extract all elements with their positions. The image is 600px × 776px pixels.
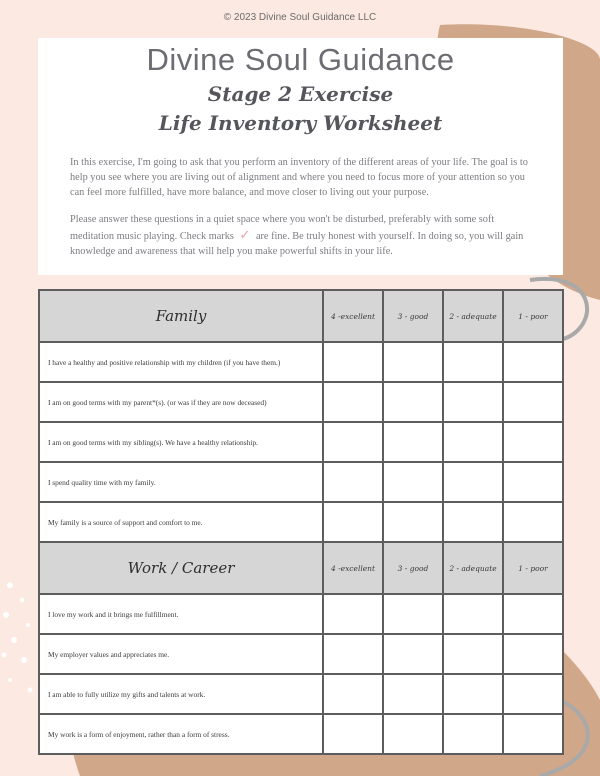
rating-cell[interactable] — [503, 674, 563, 714]
rating-header-good: 3 - good — [383, 542, 443, 594]
rating-cell[interactable] — [443, 422, 503, 462]
question-text: I love my work and it brings me fulfillment. — [39, 594, 323, 634]
rating-cell[interactable] — [383, 342, 443, 382]
rating-cell[interactable] — [503, 714, 563, 754]
table-row — [39, 594, 563, 634]
table-row — [39, 422, 563, 462]
question-text: I am on good terms with my sibling(s). We have a healthy relationship. — [39, 422, 323, 462]
rating-cell[interactable] — [383, 714, 443, 754]
rating-header-excellent: 4 -excellent — [323, 542, 383, 594]
rating-cell[interactable] — [323, 382, 383, 422]
rating-cell[interactable] — [323, 342, 383, 382]
intro-paragraph-2 — [70, 212, 535, 259]
question-text: I am on good terms with my parent*(s). (or was if they are now deceased) — [39, 382, 323, 422]
section-header-family — [39, 290, 563, 342]
white-dots-decoration — [2, 582, 33, 693]
rating-cell[interactable] — [503, 634, 563, 674]
table-row — [39, 634, 563, 674]
copyright-notice: © 2023 Divine Soul Guidance LLC — [223, 12, 377, 23]
rating-header-adequate: 2 - adequate — [443, 290, 503, 342]
rating-cell[interactable] — [383, 634, 443, 674]
rating-cell[interactable] — [443, 342, 503, 382]
rating-cell[interactable] — [503, 594, 563, 634]
table-row — [39, 342, 563, 382]
rating-header-adequate: 2 - adequate — [443, 542, 503, 594]
rating-cell[interactable] — [323, 634, 383, 674]
rating-header-poor: 1 - poor — [503, 290, 563, 342]
rating-cell[interactable] — [383, 502, 443, 542]
brand-title: Divine Soul Guidance — [146, 42, 455, 77]
rating-header-good: 3 - good — [383, 290, 443, 342]
section-title: Work / Career — [39, 542, 323, 594]
stage-title: Stage 2 Exercise — [207, 82, 394, 106]
table-row — [39, 462, 563, 502]
rating-header-poor: 1 - poor — [503, 542, 563, 594]
question-text: My employer values and appreciates me. — [39, 634, 323, 674]
rating-cell[interactable] — [503, 342, 563, 382]
section-header-work-career — [39, 542, 563, 594]
intro-card — [38, 38, 563, 275]
question-text: My family is a source of support and comfort to me. — [39, 502, 323, 542]
question-text: My work is a form of enjoyment, rather than a form of stress. — [39, 714, 323, 754]
rating-cell[interactable] — [503, 382, 563, 422]
checkmark-icon: ✓ — [239, 227, 251, 242]
rating-cell[interactable] — [443, 502, 503, 542]
rating-cell[interactable] — [503, 422, 563, 462]
section-title: Family — [39, 290, 323, 342]
rating-cell[interactable] — [443, 634, 503, 674]
intro-p2-before: Please answer these questions in a quiet space where you won't be disturbed, preferably with some soft meditation music playing. Check marks — [70, 214, 495, 242]
table-row — [39, 674, 563, 714]
rating-cell[interactable] — [323, 502, 383, 542]
table-row — [39, 502, 563, 542]
rating-cell[interactable] — [323, 674, 383, 714]
intro-p2-after: are fine. Be truly honest with yourself. In doing so, you will gain knowledge and awareness that will help you make powerful shifts in your life. — [70, 231, 524, 257]
rating-cell[interactable] — [323, 422, 383, 462]
rating-cell[interactable] — [323, 714, 383, 754]
rating-cell[interactable] — [323, 594, 383, 634]
table-row — [39, 382, 563, 422]
rating-cell[interactable] — [443, 674, 503, 714]
question-text: I spend quality time with my family. — [39, 462, 323, 502]
rating-cell[interactable] — [503, 502, 563, 542]
rating-cell[interactable] — [383, 594, 443, 634]
rating-cell[interactable] — [323, 462, 383, 502]
rating-cell[interactable] — [443, 382, 503, 422]
rating-cell[interactable] — [383, 462, 443, 502]
rating-cell[interactable] — [443, 594, 503, 634]
rating-header-excellent: 4 -excellent — [323, 290, 383, 342]
rating-cell[interactable] — [443, 462, 503, 502]
rating-cell[interactable] — [383, 674, 443, 714]
rating-cell[interactable] — [383, 422, 443, 462]
table-row — [39, 714, 563, 754]
inventory-table — [38, 289, 564, 755]
worksheet-title: Life Inventory Worksheet — [158, 111, 443, 135]
rating-cell[interactable] — [503, 462, 563, 502]
rating-cell[interactable] — [383, 382, 443, 422]
question-text: I have a healthy and positive relationship with my children (if you have them.) — [39, 342, 323, 382]
intro-paragraph-1: In this exercise, I'm going to ask that you perform an inventory of the different areas of your life. The goal is to help you see where you are living out of alignment and where you need to focus more of your attention so you can feel more fulfilled, have more balance, and move closer to living out your purpose. — [70, 157, 528, 198]
rating-cell[interactable] — [443, 714, 503, 754]
question-text: I am able to fully utilize my gifts and talents at work. — [39, 674, 323, 714]
